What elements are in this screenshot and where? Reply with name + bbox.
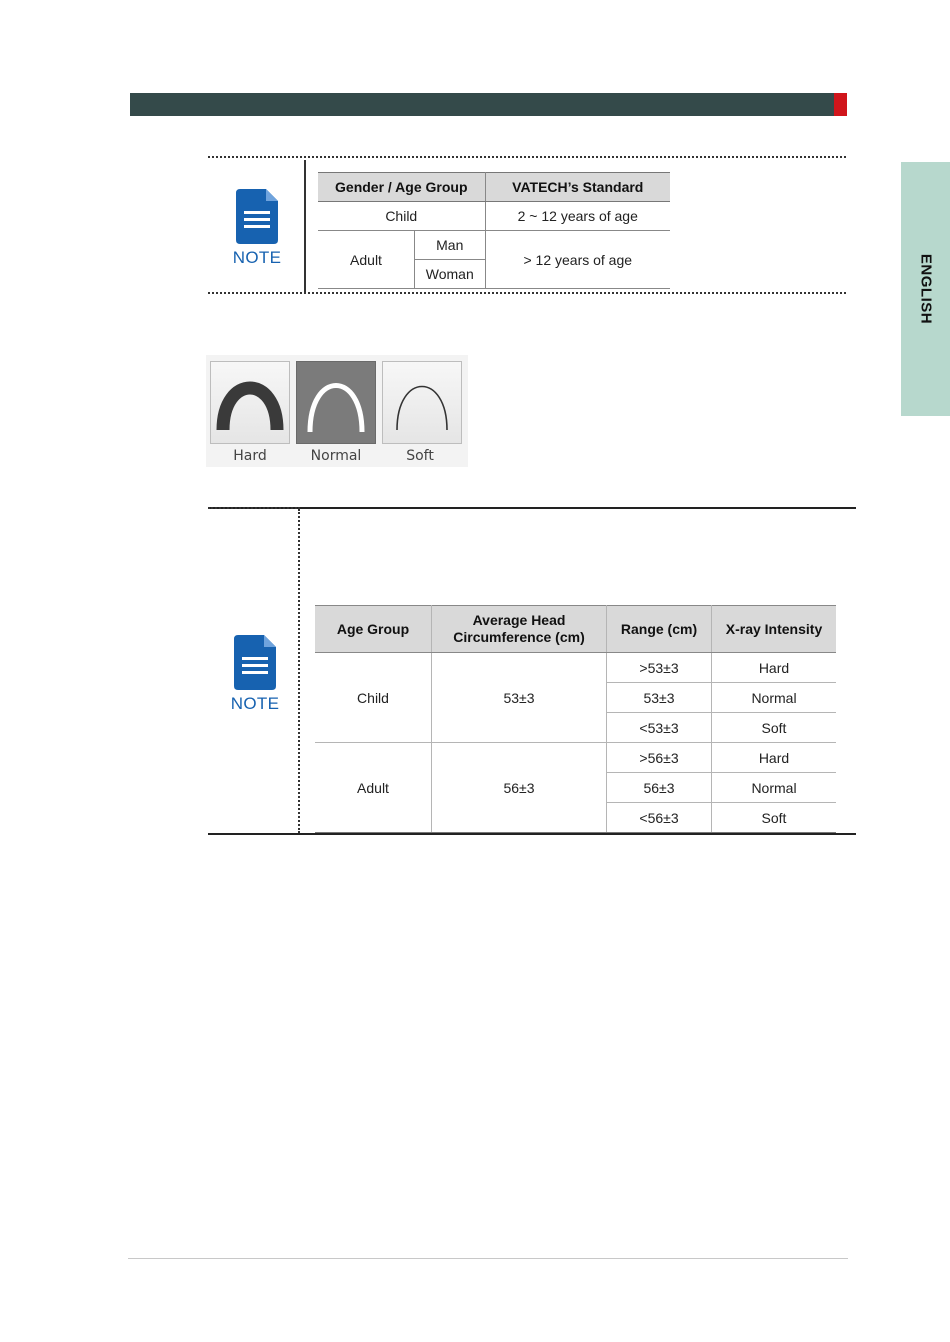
language-side-tab bbox=[901, 162, 950, 416]
soft-arch-icon bbox=[383, 362, 461, 443]
head-table-range: >56±3 bbox=[607, 743, 712, 773]
head-table-range: >53±3 bbox=[607, 653, 712, 683]
note-icon-block bbox=[227, 635, 283, 714]
note-document-icon bbox=[236, 189, 278, 244]
head-table-header-circ-line1: Average Head bbox=[472, 612, 566, 628]
head-table-intensity: Hard bbox=[712, 653, 837, 683]
xray-intensity-selector bbox=[206, 355, 468, 467]
age-table-adult-woman: Woman bbox=[415, 260, 486, 289]
table-row bbox=[315, 653, 836, 683]
note-icon-block bbox=[229, 189, 285, 268]
normal-arch-icon bbox=[297, 362, 375, 443]
table-row bbox=[315, 743, 836, 773]
head-table-range: 53±3 bbox=[607, 683, 712, 713]
section-header-accent bbox=[834, 93, 847, 116]
note-top-dotted-line bbox=[208, 507, 300, 509]
intensity-soft-button[interactable] bbox=[382, 361, 462, 444]
note-label: NOTE bbox=[230, 694, 280, 713]
note-label: NOTE bbox=[232, 248, 282, 267]
head-table-header-intensity: X-ray Intensity bbox=[712, 606, 837, 653]
age-table-header-group: Gender / Age Group bbox=[318, 173, 485, 202]
head-table-group-average: 53±3 bbox=[432, 653, 607, 743]
section-header-bar bbox=[130, 93, 834, 116]
head-table-header-range: Range (cm) bbox=[607, 606, 712, 653]
head-table-range: 56±3 bbox=[607, 773, 712, 803]
head-table-header-circ-line2: Circumference (cm) bbox=[453, 629, 585, 645]
hard-arch-icon bbox=[211, 362, 289, 443]
head-table-intensity: Normal bbox=[712, 773, 837, 803]
note-document-icon bbox=[234, 635, 276, 690]
head-table-intensity: Normal bbox=[712, 683, 837, 713]
head-table-header-circumference bbox=[432, 606, 607, 653]
head-table-range: <56±3 bbox=[607, 803, 712, 833]
head-circumference-table bbox=[315, 605, 836, 833]
age-table-child-standard: 2 ~ 12 years of age bbox=[485, 202, 670, 231]
age-table-adult-standard: > 12 years of age bbox=[485, 231, 670, 289]
head-table-intensity: Soft bbox=[712, 713, 837, 743]
head-table-group-label: Child bbox=[315, 653, 432, 743]
head-table-group-label: Adult bbox=[315, 743, 432, 833]
head-table-range: <53±3 bbox=[607, 713, 712, 743]
intensity-soft-label: Soft bbox=[406, 448, 434, 464]
intensity-hard-button[interactable] bbox=[210, 361, 290, 444]
intensity-normal-label: Normal bbox=[310, 448, 362, 464]
note-divider bbox=[298, 509, 300, 833]
head-table-intensity: Soft bbox=[712, 803, 837, 833]
head-table-intensity: Hard bbox=[712, 743, 837, 773]
age-group-table bbox=[318, 172, 670, 289]
age-table-header-standard: VATECH’s Standard bbox=[485, 173, 670, 202]
age-table-adult-man: Man bbox=[415, 231, 486, 260]
intensity-normal-button[interactable] bbox=[296, 361, 376, 444]
note-divider bbox=[304, 160, 306, 292]
age-table-child-label: Child bbox=[318, 202, 485, 231]
head-table-header-age-group: Age Group bbox=[315, 606, 432, 653]
intensity-hard-label: Hard bbox=[233, 448, 267, 464]
age-table-adult-label: Adult bbox=[318, 231, 415, 289]
language-side-tab-label: ENGLISH bbox=[917, 253, 934, 325]
head-table-group-average: 56±3 bbox=[432, 743, 607, 833]
footer-rule bbox=[128, 1258, 848, 1259]
